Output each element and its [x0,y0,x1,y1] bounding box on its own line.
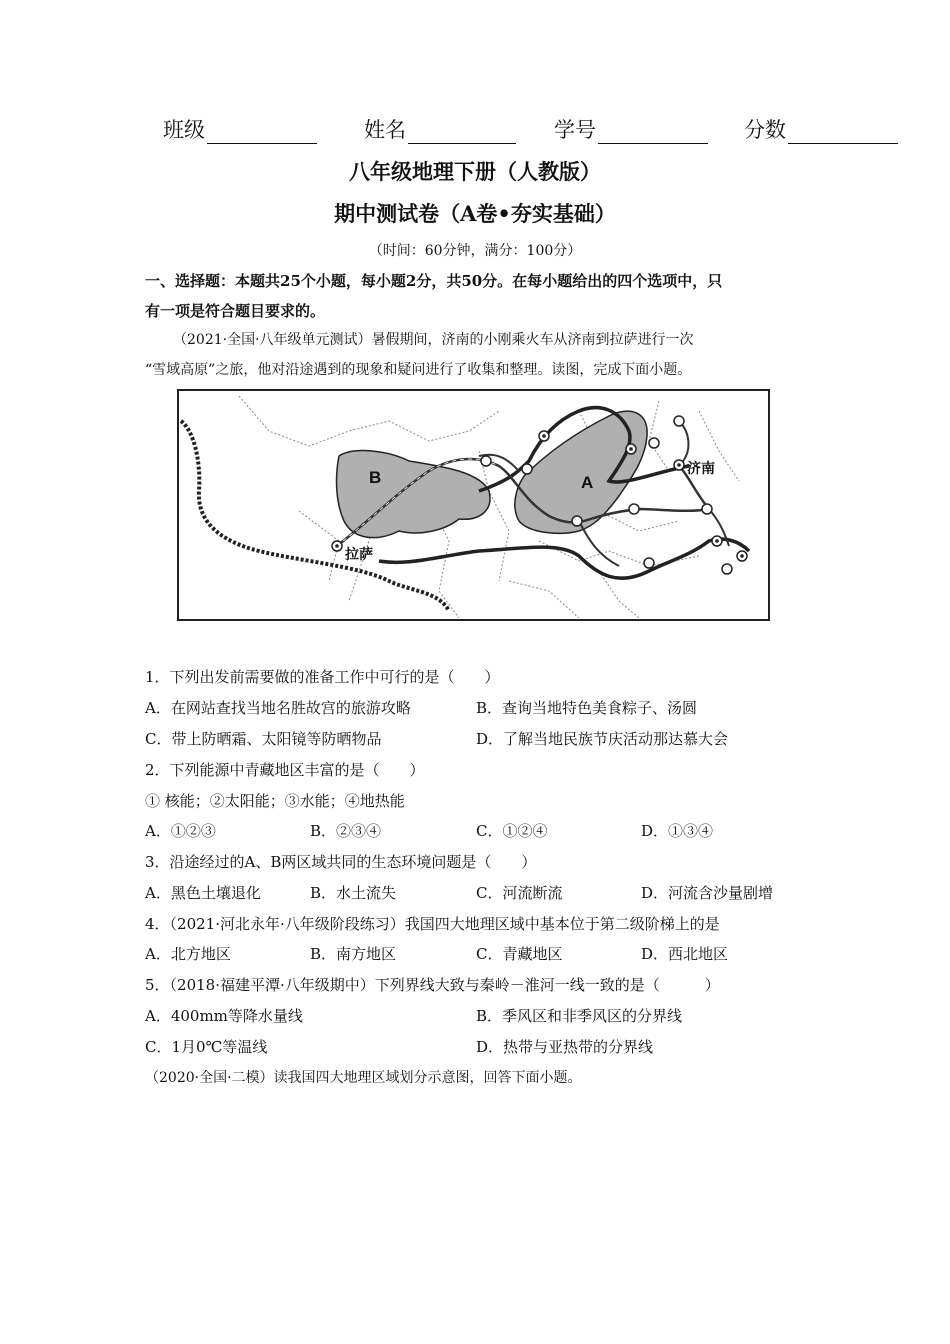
q4-option-d[interactable]: D．西北地区 [641,945,729,963]
score-field[interactable] [744,114,898,144]
q1-stem: 1．下列出发前需要做的准备工作中可行的是（ ） [145,668,500,686]
region-a-label: A [581,473,594,492]
q2-option-b[interactable]: B．②③④ [310,822,382,840]
class-label: 班级 [163,118,205,142]
q5-option-c[interactable]: C．1月0℃等温线 [145,1038,268,1056]
q3-option-d[interactable]: D．河流含沙量剧增 [641,884,774,902]
lhasa-label: 拉萨 [345,547,373,563]
score-blank[interactable] [788,121,898,144]
q2-option-a[interactable]: A．①②③ [145,822,216,840]
passage-intro-line2: “雪域高原”之旅，他对沿途遇到的现象和疑问进行了收集和整理。读图，完成下面小题。 [145,362,692,378]
section-instruction [145,266,815,326]
region-b [337,451,490,538]
q3-option-b[interactable]: B．水土流失 [310,884,397,902]
q1-option-a[interactable]: A．在网站查找当地名胜故宫的旅游攻略 [145,699,411,717]
name-label: 姓名 [364,118,406,142]
q5-stem: 5．（2018·福建平潭·八年级期中）下列界线大致与秦岭－淮河一线一致的是（ ） [145,976,720,994]
q3-stem: 3．沿途经过的A、B两区域共同的生态环境问题是（ ） [145,853,537,871]
exam-title-line1: 八年级地理下册（人教版） [349,159,601,184]
q2-subitems: ① 核能；②太阳能；③水能；④地热能 [145,792,405,810]
region-b-label: B [369,468,382,487]
q4-option-c[interactable]: C．青藏地区 [476,945,563,963]
q4-stem: 4．（2021·河北永年·八年级阶段练习）我国四大地理区域中基本位于第二级阶梯上的是 [145,915,720,933]
q5-option-b[interactable]: B．季风区和非季风区的分界线 [476,1007,683,1025]
q5-option-d[interactable]: D．热带与亚热带的分界线 [476,1038,654,1056]
q1-option-c[interactable]: C．带上防晒霜、太阳镜等防晒物品 [145,730,382,748]
score-label: 分数 [744,118,786,142]
name-blank[interactable] [408,121,516,144]
section-instruction-line2: 有一项是符合题目要求的。 [145,302,326,320]
railway-map [177,389,770,621]
q3-option-a[interactable]: A．黑色土壤退化 [145,884,261,902]
jinan-label: 济南 [687,461,715,477]
class-blank[interactable] [207,121,317,144]
student-info-row [0,114,950,148]
q4-option-a[interactable]: A．北方地区 [145,945,231,963]
q2-stem: 2．下列能源中青藏地区丰富的是（ ） [145,761,425,779]
exam-title-line2: 期中测试卷（A卷•夯实基础） [334,201,616,226]
class-field[interactable] [163,114,317,144]
q1-option-b[interactable]: B．查询当地特色美食粽子、汤圆 [476,699,698,717]
id-blank[interactable] [598,121,708,144]
q4-option-b[interactable]: B．南方地区 [310,945,397,963]
exam-time-info: （时间：60分钟，满分：100分） [368,243,582,259]
section-instruction-line1: 一、选择题：本题共25个小题，每小题2分，共50分。在每小题给出的四个选项中，只 [145,272,723,290]
railway-map-drawing [179,391,767,618]
q5-option-a[interactable]: A．400mm等降水量线 [145,1007,303,1025]
passage-intro [145,325,815,385]
id-field[interactable] [554,114,708,144]
q2-option-d[interactable]: D．①③④ [641,822,714,840]
name-field[interactable] [364,114,516,144]
q1-option-d[interactable]: D．了解当地民族节庆活动那达慕大会 [476,730,729,748]
q2-option-c[interactable]: C．①②④ [476,822,548,840]
passage-intro-line1: （2021·全国·八年级单元测试）暑假期间，济南的小刚乘火车从济南到拉萨进行一次 [173,332,694,348]
passage-intro-2: （2020·全国·二模）读我国四大地理区域划分示意图，回答下面小题。 [145,1070,582,1086]
id-label: 学号 [554,118,596,142]
q3-option-c[interactable]: C．河流断流 [476,884,563,902]
